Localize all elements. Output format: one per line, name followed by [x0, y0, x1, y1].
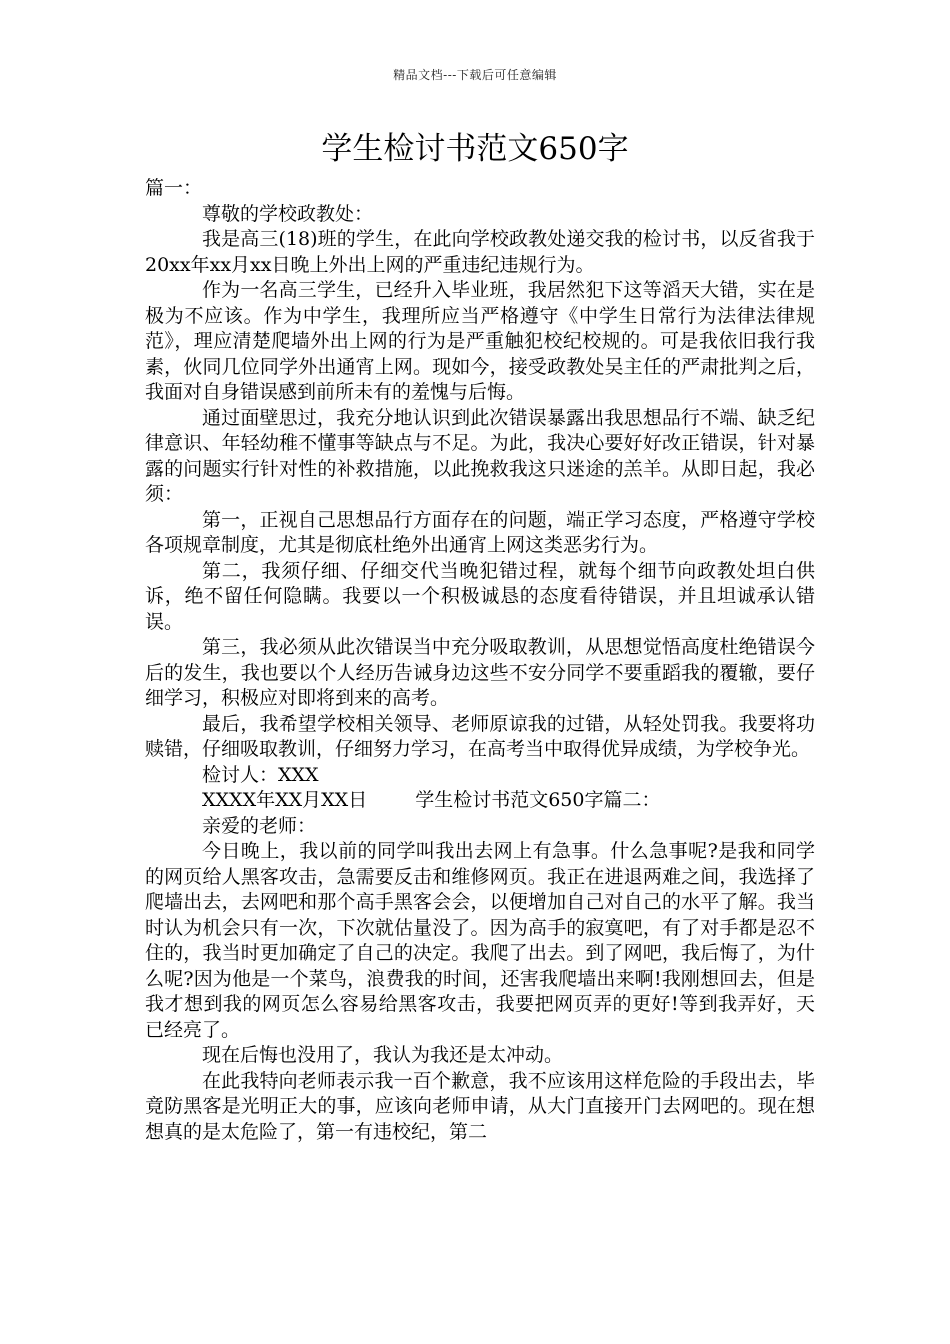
section-label: 篇一：	[145, 177, 203, 199]
paragraph: 作为一名高三学生，已经升入毕业班，我居然犯下这等滔天大错，实在是极为不应该。作为中学生，我理所应当严格遵守《中学生日常行为法律法律规范》，理应清楚爬墙外出上网的行为是严重触犯校纪校规的。可是我依旧我行我素，伙同几位同学外出通宵上网。现如今，接受政教处吴主任的严肃批判之后，我面对自身错误感到前所未有的羞愧与后悔。	[145, 279, 815, 403]
salutation: 尊敬的学校政教处：	[202, 202, 374, 225]
paragraph: 第三，我必须从此次错误当中充分吸取教训，从思想觉悟高度杜绝错误今后的发生，我也要以个人经历告诫身边这些不安分同学不要重蹈我的覆辙，要仔细学习，积极应对即将到来的高考。	[145, 636, 815, 709]
paragraph: 现在后悔也没用了，我认为我还是太冲动。	[202, 1044, 564, 1066]
signer-line: 检讨人：XXX	[202, 763, 319, 786]
salutation: 亲爱的老师：	[202, 814, 317, 837]
paragraph: 第一，正视自己思想品行方面存在的问题，端正学习态度，严格遵守学校各项规章制度，尤其是彻底杜绝外出通宵上网这类恶劣行为。	[145, 508, 815, 556]
paragraph: 我是高三(18)班的学生，在此向学校政教处递交我的检讨书，以反省我于20xx年xx月xx日晚上外出上网的严重违纪违规行为。	[145, 228, 815, 276]
paragraph: 今日晚上，我以前的同学叫我出去网上有急事。什么急事呢?是我和同学的网页给人黑客攻击，急需要反击和维修网页。我正在进退两难之间，我选择了爬墙出去，去网吧和那个高手黑客会会，以便增加自己对自己的水平了解。我当时认为机会只有一次，下次就估量没了。因为高手的寂寞吧，有了对手都是忍不住的，我当时更加确定了自己的决定。我爬了出去。到了网吧，我后悔了，为什么呢?因为他是一个菜鸟，浪费我的时间，还害我爬墙出来啊!我刚想回去，但是我才想到我的网页怎么容易给黑客攻击，我要把网页弄的更好!等到我弄好，天已经亮了。	[145, 840, 815, 1041]
paragraph: 通过面壁思过，我充分地认识到此次错误暴露出我思想品行不端、缺乏纪律意识、年轻幼稚不懂事等缺点与不足。为此，我决心要好好改正错误，针对暴露的问题实行针对性的补救措施，以此挽救我这只迷途的羔羊。从即日起，我必须：	[145, 406, 815, 505]
paragraph: 第二，我须仔细、仔细交代当晚犯错过程，就每个细节向政教处坦白供诉，绝不留任何隐瞒。我要以一个积极诚恳的态度看待错误，并且坦诚承认错误。	[145, 559, 815, 633]
signature-date: XXXX年XX月XX日	[202, 789, 368, 811]
section-heading-2: 学生检讨书范文650字篇二：	[415, 789, 661, 811]
document-body	[145, 176, 815, 1145]
date-line	[145, 788, 815, 814]
document-title: 学生检讨书范文650字	[321, 131, 629, 167]
header-note: 精品文档---下载后可任意编辑	[393, 68, 557, 82]
paragraph: 在此我特向老师表示我一百个歉意，我不应该用这样危险的手段出去，毕竟防黑客是光明正大的事，应该向老师申请，从大门直接开门去网吧的。现在想想真的是太危险了，第一有违校纪，第二	[145, 1069, 815, 1143]
paragraph: 最后，我希望学校相关领导、老师原谅我的过错，从轻处罚我。我要将功赎错，仔细吸取教训，仔细努力学习，在高考当中取得优异成绩，为学校争光。	[145, 712, 815, 760]
